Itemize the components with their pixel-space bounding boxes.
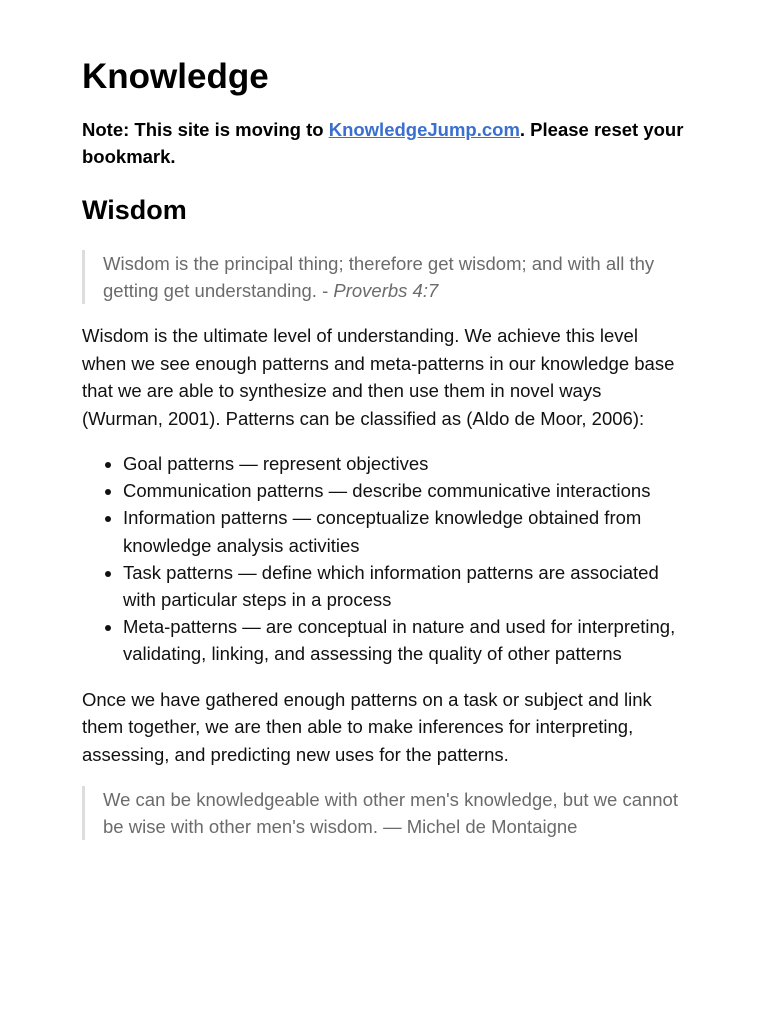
moving-notice xyxy=(82,116,686,170)
page-title: Knowledge xyxy=(82,57,269,96)
intro-paragraph: Wisdom is the ultimate level of understanding. We achieve this level when we see enough patterns and meta-patterns in our knowledge base that we are able to synthesize and then use them in novel ways (Wurman, 2001). Patterns can be classified as (Aldo de Moor, 2006): xyxy=(82,325,675,429)
knowledgejump-link[interactable]: KnowledgeJump.com xyxy=(328,119,520,140)
list-item: • Task patterns — define which information patterns are associated with particular steps in a process xyxy=(123,559,686,613)
patterns-list xyxy=(82,450,686,668)
proverbs-quote-source: Proverbs 4:7 xyxy=(333,280,439,301)
list-item: • Goal patterns — represent objectives xyxy=(123,450,686,477)
montaigne-quote: We can be knowledgeable with other men's knowledge, but we cannot be wise with other men's wisdom. — Michel de Montaigne xyxy=(82,786,686,840)
list-item: • Meta-patterns — are conceptual in nature and used for interpreting, validating, linking, and assessing the quality of other patterns xyxy=(123,613,686,667)
proverbs-quote-text: Wisdom is the principal thing; therefore get wisdom; and with all thy getting get understanding. - xyxy=(103,253,655,301)
proverbs-quote xyxy=(82,250,686,304)
list-item: • Communication patterns — describe communicative interactions xyxy=(123,477,686,504)
notice-prefix: Note: This site is moving to xyxy=(82,119,329,140)
list-item: • Information patterns — conceptualize knowledge obtained from knowledge analysis activities xyxy=(123,504,686,558)
notice-suffix: . Please reset your bookmark. xyxy=(82,119,684,167)
closing-paragraph: Once we have gathered enough patterns on a task or subject and link them together, we are then able to make inferences for interpreting, assessing, and predicting new uses for the patterns. xyxy=(82,688,652,765)
section-heading-wisdom: Wisdom xyxy=(82,195,187,225)
